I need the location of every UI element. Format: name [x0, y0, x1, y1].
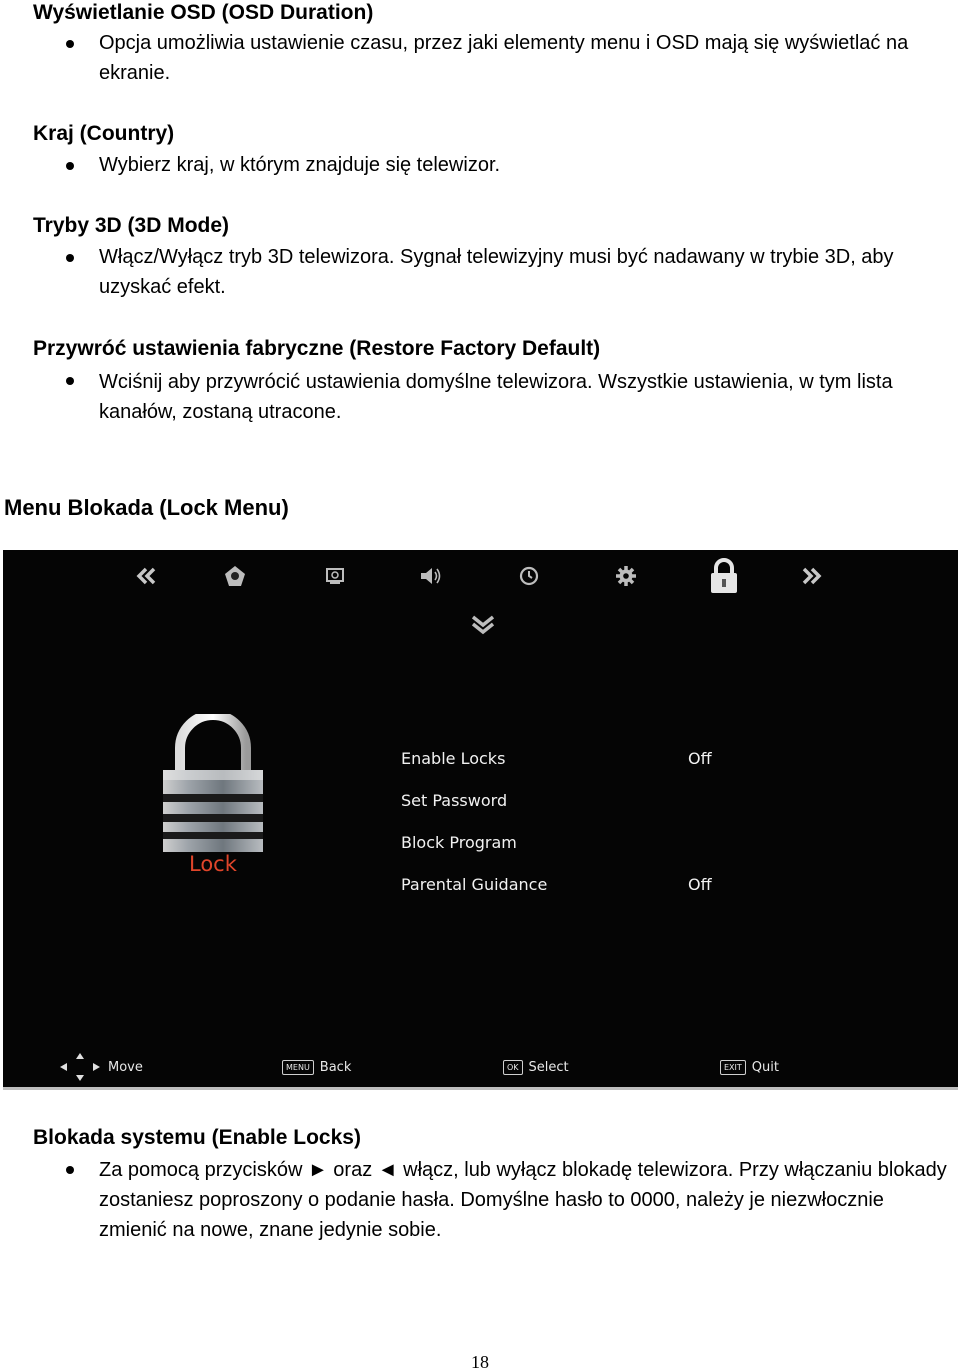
exit-key-icon: EXIT — [720, 1060, 746, 1075]
menu-key-icon: MENU — [282, 1060, 314, 1075]
section-text-enable-locks: Za pomocą przycisków ► oraz ◄ włącz, lub wyłącz blokadę telewizora. Przy włączaniu blokady zostaniesz poproszony o podanie hasła. Domyślne hasło to 0000, należy je niezwłocznie zmienić na nowe, znane jedynie sobie. — [99, 1159, 947, 1241]
setup-gear-icon[interactable] — [612, 562, 640, 590]
section-text-osd-duration: Opcja umożliwia ustawienie czasu, przez jaki elementy menu i OSD mają się wyświetlać na ekranie. — [99, 32, 909, 84]
option-enable-locks-value: Off — [688, 749, 712, 768]
section-title-osd-duration: Wyświetlanie OSD (OSD Duration) — [33, 1, 374, 24]
section-title-enable-locks: Blokada systemu (Enable Locks) — [33, 1126, 361, 1149]
option-block-program[interactable]: Block Program — [401, 833, 517, 852]
footer-back-label: Back — [319, 1059, 352, 1075]
bullet — [66, 162, 74, 170]
ok-key-icon: OK — [503, 1060, 523, 1075]
padlock-icon — [158, 714, 268, 854]
double-right-icon[interactable] — [797, 562, 825, 590]
tv-lock-menu-screenshot — [3, 550, 958, 1090]
sound-icon[interactable] — [417, 562, 445, 590]
footer-quit-label: Quit — [751, 1059, 779, 1075]
section-text-3d-mode: Włącz/Wyłącz tryb 3D telewizora. Sygnał telewizyjny musi być nadawany w trybie 3D, aby uzyskać efekt. — [99, 246, 894, 298]
tv-bottom-border — [3, 1087, 958, 1090]
clock-icon[interactable] — [515, 562, 543, 590]
page-number: 18 — [471, 1352, 489, 1372]
option-parental-guidance[interactable]: Parental Guidance — [401, 875, 548, 894]
footer-quit-hint — [720, 1052, 779, 1082]
footer-select-label: Select — [528, 1059, 569, 1075]
bullet — [66, 377, 74, 385]
picture-icon[interactable] — [321, 562, 349, 590]
option-enable-locks[interactable]: Enable Locks — [401, 749, 506, 768]
option-parental-guidance-value: Off — [688, 875, 712, 894]
section-title-3d-mode: Tryby 3D (3D Mode) — [33, 214, 230, 237]
footer-select-hint — [503, 1052, 569, 1082]
footer-back-hint — [282, 1052, 351, 1082]
bullet — [66, 40, 74, 48]
arrows-icon — [58, 1052, 102, 1082]
double-left-icon[interactable] — [133, 562, 161, 590]
section-title-country: Kraj (Country) — [33, 122, 175, 145]
tv-top-icon-bar — [3, 550, 958, 610]
footer-move-label: Move — [108, 1059, 143, 1075]
section-text-restore-default: Wciśnij aby przywrócić ustawienia domyślne telewizora. Wszystkie ustawienia, w tym lista kanałów, zostaną utracone. — [99, 371, 893, 423]
option-set-password[interactable]: Set Password — [401, 791, 508, 810]
section-title-restore-default: Przywróć ustawienia fabryczne (Restore Factory Default) — [33, 337, 601, 360]
footer-move-hint — [58, 1052, 143, 1082]
section-text-country: Wybierz kraj, w którym znajduje się telewizor. — [99, 154, 501, 176]
bullet — [66, 254, 74, 262]
chevron-down-icon[interactable] — [469, 614, 497, 638]
lock-menu-heading: Menu Blokada (Lock Menu) — [4, 495, 289, 520]
lock-label: Lock — [189, 852, 237, 876]
bullet — [66, 1166, 74, 1174]
lock-icon[interactable] — [707, 556, 741, 596]
channel-icon[interactable] — [221, 562, 249, 590]
